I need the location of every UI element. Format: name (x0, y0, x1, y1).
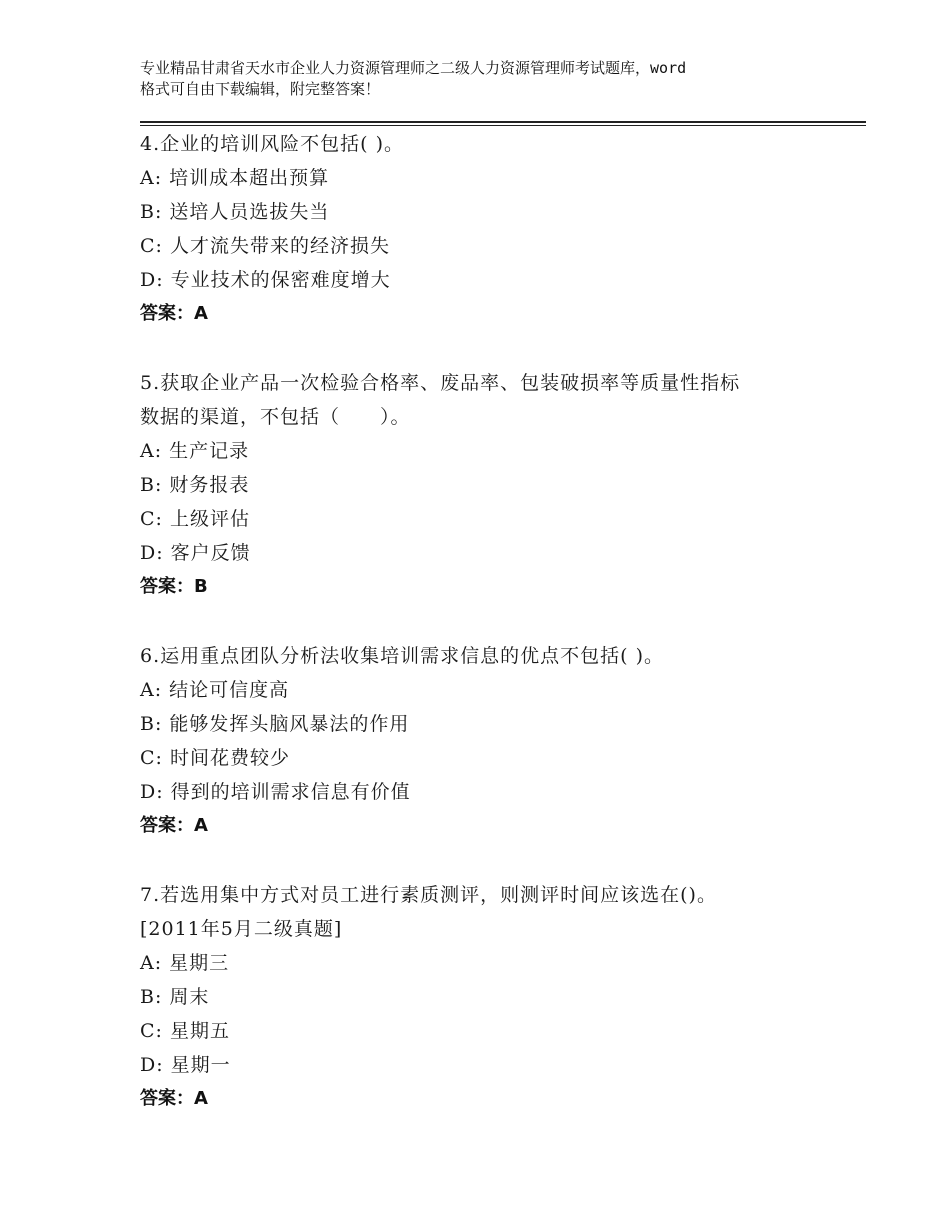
question-7-option-c: C: 星期五 (140, 1020, 230, 1042)
question-5-stem-line-2: 数据的渠道，不包括（ ）。 (140, 406, 411, 428)
question-4-stem: 4.企业的培训风险不包括( )。 (140, 133, 404, 155)
question-7-stem-line-1: 7.若选用集中方式对员工进行素质测评，则测评时间应该选在()。 (140, 884, 717, 906)
question-7-option-d: D: 星期一 (140, 1054, 231, 1076)
question-6-stem: 6.运用重点团队分析法收集培训需求信息的优点不包括( )。 (140, 645, 664, 667)
question-5-option-b: B: 财务报表 (140, 474, 250, 496)
header-line-1: 专业精品甘肃省天水市企业人力资源管理师之二级人力资源管理师考试题库，word (140, 59, 687, 77)
question-6-option-b: B: 能够发挥头脑风暴法的作用 (140, 713, 410, 735)
question-4-answer: 答案：A (140, 303, 208, 324)
question-5-answer: 答案：B (140, 576, 208, 597)
question-7-option-a: A: 星期三 (140, 952, 230, 974)
question-5-option-d: D: 客户反馈 (140, 542, 251, 564)
question-4-option-c: C: 人才流失带来的经济损失 (140, 235, 390, 257)
question-6-option-c: C: 时间花费较少 (140, 747, 290, 769)
question-4-option-b: B: 送培人员选拔失当 (140, 201, 330, 223)
question-6-answer: 答案：A (140, 815, 208, 836)
header-divider-thin (140, 125, 866, 126)
header-line-2: 格式可自由下载编辑，附完整答案！ (140, 80, 381, 98)
question-7-stem-line-2: [2011年5月二级真题] (140, 918, 343, 940)
question-7-answer: 答案：A (140, 1088, 208, 1109)
question-5-option-a: A: 生产记录 (140, 440, 250, 462)
question-5-option-c: C: 上级评估 (140, 508, 250, 530)
question-7-option-b: B: 周末 (140, 986, 210, 1008)
document-header (140, 58, 840, 100)
question-6-option-d: D: 得到的培训需求信息有价值 (140, 781, 411, 803)
question-5-stem-line-1: 5.获取企业产品一次检验合格率、废品率、包装破损率等质量性指标 (140, 372, 741, 394)
question-6-option-a: A: 结论可信度高 (140, 679, 290, 701)
question-4-option-a: A: 培训成本超出预算 (140, 167, 330, 189)
header-divider-thick (140, 121, 866, 123)
question-4-option-d: D: 专业技术的保密难度增大 (140, 269, 391, 291)
